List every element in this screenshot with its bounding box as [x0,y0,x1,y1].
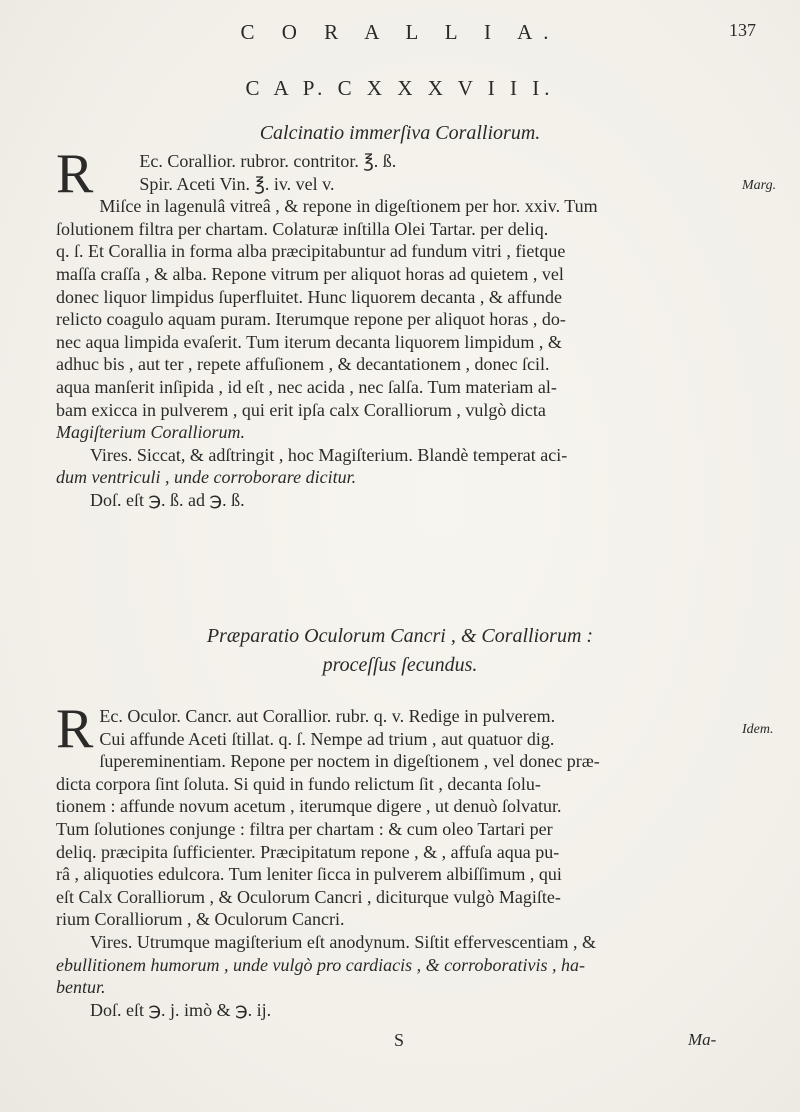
text-line: rium Coralliorum , & Oculorum Cancri. [56,909,345,930]
drop-cap-initial: R [56,143,94,205]
running-head: C O R A L L I A. [240,20,560,44]
text-line: Ec. Corallior. rubror. contritor. ℥. ß. [139,151,397,171]
text-line: aqua manſerit inſipida , id eſt , nec acida , nec ſalſa. Tum materiam al- [56,376,557,397]
text-line: Spir. Aceti Vin. ℥. iv. vel v. [139,173,335,194]
text-line: dum ventriculi , unde corroborare dicitur. [56,467,357,488]
text-line-vires: Vires. Siccat, & adſtringit , hoc Magiſterium. Blandè temperat aci- [90,444,568,465]
section-title-calcinatio: Calcinatio immerſiva Coralliorum. [259,122,541,144]
text-line: deliq. præcipita ſufficienter. Præcipitatum repone , & , affuſa aqua pu- [56,841,560,862]
catchword: Ma- [688,1030,717,1049]
text-line-dose: Doſ. eſt ℈. j. imò & ℈. ij. [90,999,272,1020]
page-number: 137 [729,20,756,40]
text-line: Magiſterium Coralliorum. [56,422,246,443]
text-line: ebullitionem humorum , unde vulgò pro cardiacis , & corroborativis , ha- [56,954,585,975]
text-line: râ , aliquoties edulcora. Tum leniter ſicca in pulverem albiſſimum , qui [56,864,562,885]
section-subtitle-processus: proceſſus ſecundus. [322,654,478,676]
margin-note-marg: Marg. [742,178,777,193]
text-line: bam exicca in pulverem , qui erit ipſa calx Coralliorum , vulgò dicta [56,399,546,420]
text-line: dicta corpora ſint ſoluta. Si quid in fundo relictum ſit , decanta ſolu- [56,773,541,794]
text-line: donec liquor limpidus ſuperfluitet. Hunc liquorem decanta , & affunde [56,286,563,307]
text-line: maſſa craſſa , & alba. Repone vitrum per aliquot horas ad quietem , vel [56,263,564,284]
text-line: adhuc bis , aut ter , repete affuſionem , & decantationem , donec ſcil. [56,354,550,375]
chapter-heading: C A P. C X X X V I I I. [245,76,555,100]
text-line: q. ſ. Et Corallia in forma alba præcipitabuntur ad fundum vitri , fietque [56,241,566,262]
section-body-praeparatio [56,698,728,1021]
text-line-dose: Doſ. eſt ℈. ß. ad ℈. ß. [90,489,245,510]
text-line: bentur. [56,977,106,998]
section-body-calcinatio [56,143,728,512]
text-line: Ec. Oculor. Cancr. aut Corallior. rubr. q. v. Redige in pulverem. [99,706,556,726]
text-line: Miſce in lagenulâ vitreâ , & repone in digeſtionem per hor. xxiv. Tum [99,196,598,217]
drop-cap-initial: R [56,698,94,760]
text-line: ſupereminentiam. Repone per noctem in digeſtionem , vel donec præ- [99,751,600,772]
text-line: eſt Calx Coralliorum , & Oculorum Cancri , diciturque vulgò Magiſte- [56,886,561,907]
text-line: Tum ſolutiones conjunge : filtra per chartam : & cum oleo Tartari per [56,818,553,839]
text-line-vires: Vires. Utrumque magiſterium eſt anodynum. Siſtit effervescentiam , & [90,931,596,952]
section-title-praeparatio: Præparatio Oculorum Cancri , & Coralliorum : [206,625,594,647]
text-line: ſolutionem filtra per chartam. Colaturæ inſtilla Olei Tartar. per deliq. [56,218,549,239]
text-line: Cui affunde Aceti ſtillat. q. ſ. Nempe ad trium , aut quatuor dig. [99,728,555,749]
signature-mark: S [394,1030,405,1050]
text-line: nec aqua limpida evaſerit. Tum iterum decanta liquorem limpidum , & [56,331,562,352]
text-line: tionem : affunde novum acetum , iterumque digere , ut denuò ſolvatur. [56,796,562,817]
margin-note-idem: Idem. [742,722,774,737]
text-line: relicto coagulo aquam puram. Iterumque repone per aliquot horas , do- [56,309,566,330]
